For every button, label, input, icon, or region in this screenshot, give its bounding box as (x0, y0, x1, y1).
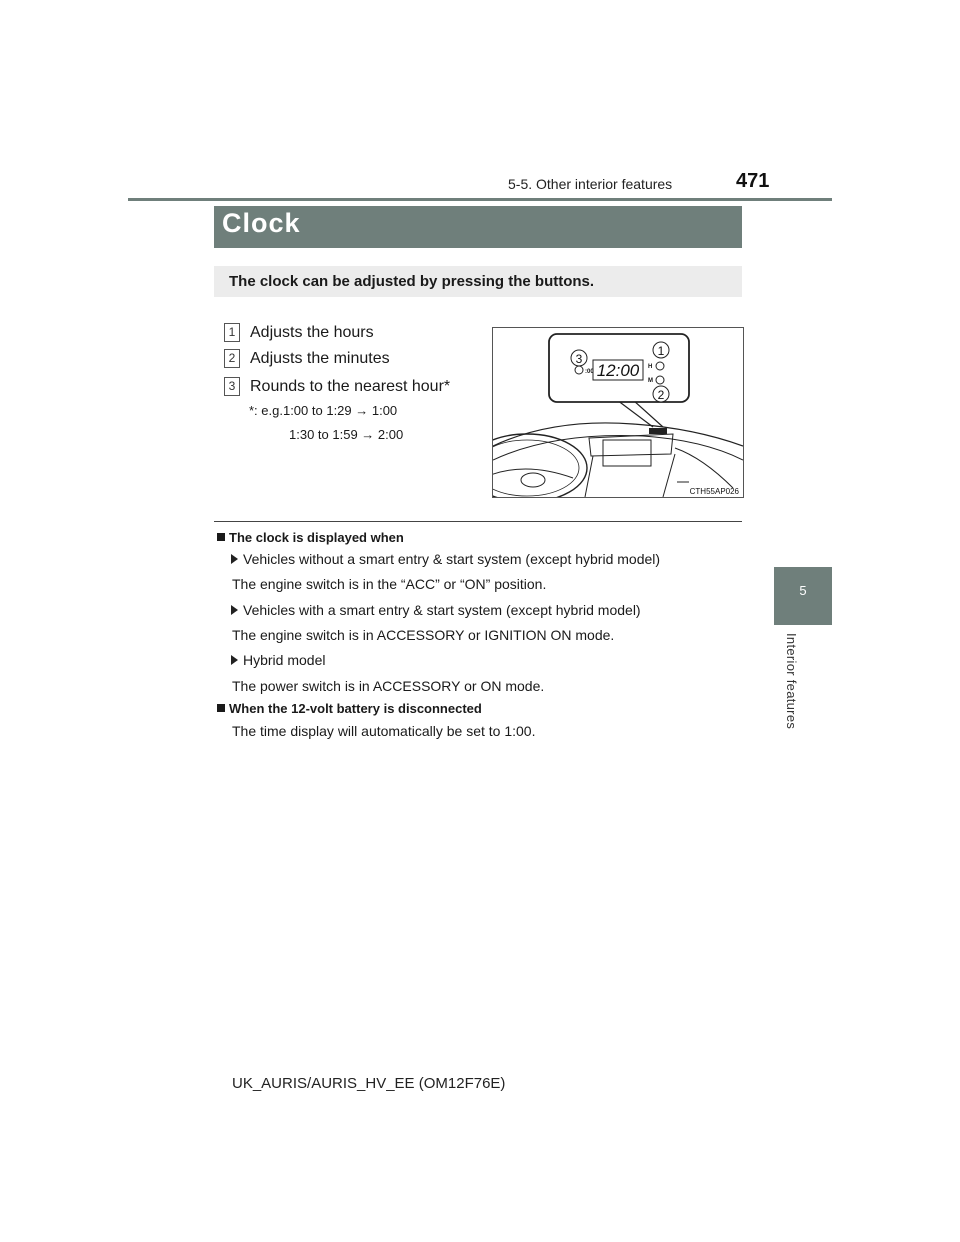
minute-button-icon (656, 376, 664, 384)
condition-description: The engine switch is in ACCESSORY or IGNITION ON mode. (232, 627, 615, 643)
item-number: 3 (224, 377, 240, 396)
round-button-label: :00 (585, 369, 594, 375)
display-heading (217, 530, 404, 545)
section-reference: 5-5. Other interior features (508, 176, 673, 192)
battery-heading (217, 701, 482, 716)
minute-button-label: M (648, 378, 653, 384)
display-time: 12:00 (596, 361, 640, 380)
condition-item (231, 602, 641, 618)
footnote-line1: *: e.g.1:00 to 1:29 → 1:00 (249, 403, 398, 418)
display-heading-text: The clock is displayed when (229, 530, 404, 545)
battery-heading-text: When the 12-volt battery is disconnected (229, 701, 482, 716)
square-bullet-icon (217, 704, 225, 712)
triangle-bullet-icon (231, 655, 238, 665)
page-title: Clock (222, 208, 301, 238)
footnote-line2: 1:30 to 1:59 → 2:00 (289, 427, 404, 442)
condition-item (231, 652, 325, 668)
condition-item (231, 551, 660, 567)
header-rule (128, 198, 832, 201)
clock-unit (649, 428, 667, 434)
chapter-title: Interior features (784, 633, 799, 730)
hour-button-label: H (648, 364, 653, 370)
item-number: 1 (224, 323, 240, 342)
figure-code: CTH55AP026 (689, 487, 739, 496)
chapter-tab (774, 567, 832, 625)
condition-description: The engine switch is in the “ACC” or “ON” position. (232, 576, 547, 592)
callout-3-label: 3 (575, 352, 583, 366)
item-label: Adjusts the hours (250, 323, 374, 341)
condition-description: The power switch is in ACCESSORY or ON mode. (232, 678, 545, 694)
page-number: 471 (736, 170, 770, 192)
item-label: Rounds to the nearest hour* (250, 377, 451, 395)
callout-2-label: 2 (657, 388, 665, 402)
list-item (224, 349, 390, 368)
triangle-bullet-icon (231, 605, 238, 615)
intro-text: The clock can be adjusted by pressing the buttons. (229, 273, 595, 290)
list-item (224, 377, 450, 396)
square-bullet-icon (217, 533, 225, 541)
condition-text: Hybrid model (243, 652, 326, 668)
clock-illustration (492, 327, 744, 498)
hour-button-icon (656, 362, 664, 370)
section-divider (214, 521, 742, 522)
condition-text: Vehicles without a smart entry & start system (except hybrid model) (243, 551, 661, 567)
list-item (224, 323, 374, 342)
footer-code: UK_AURIS/AURIS_HV_EE (OM12F76E) (232, 1075, 506, 1092)
round-button-icon (575, 366, 583, 374)
condition-text: Vehicles with a smart entry & start system (except hybrid model) (243, 602, 641, 618)
callout-1-label: 1 (657, 344, 665, 358)
dashboard-drawing (493, 328, 743, 497)
chapter-number: 5 (799, 583, 807, 598)
triangle-bullet-icon (231, 554, 238, 564)
item-label: Adjusts the minutes (250, 349, 390, 367)
battery-description: The time display will automatically be set to 1:00. (232, 723, 536, 739)
item-number: 2 (224, 349, 240, 368)
